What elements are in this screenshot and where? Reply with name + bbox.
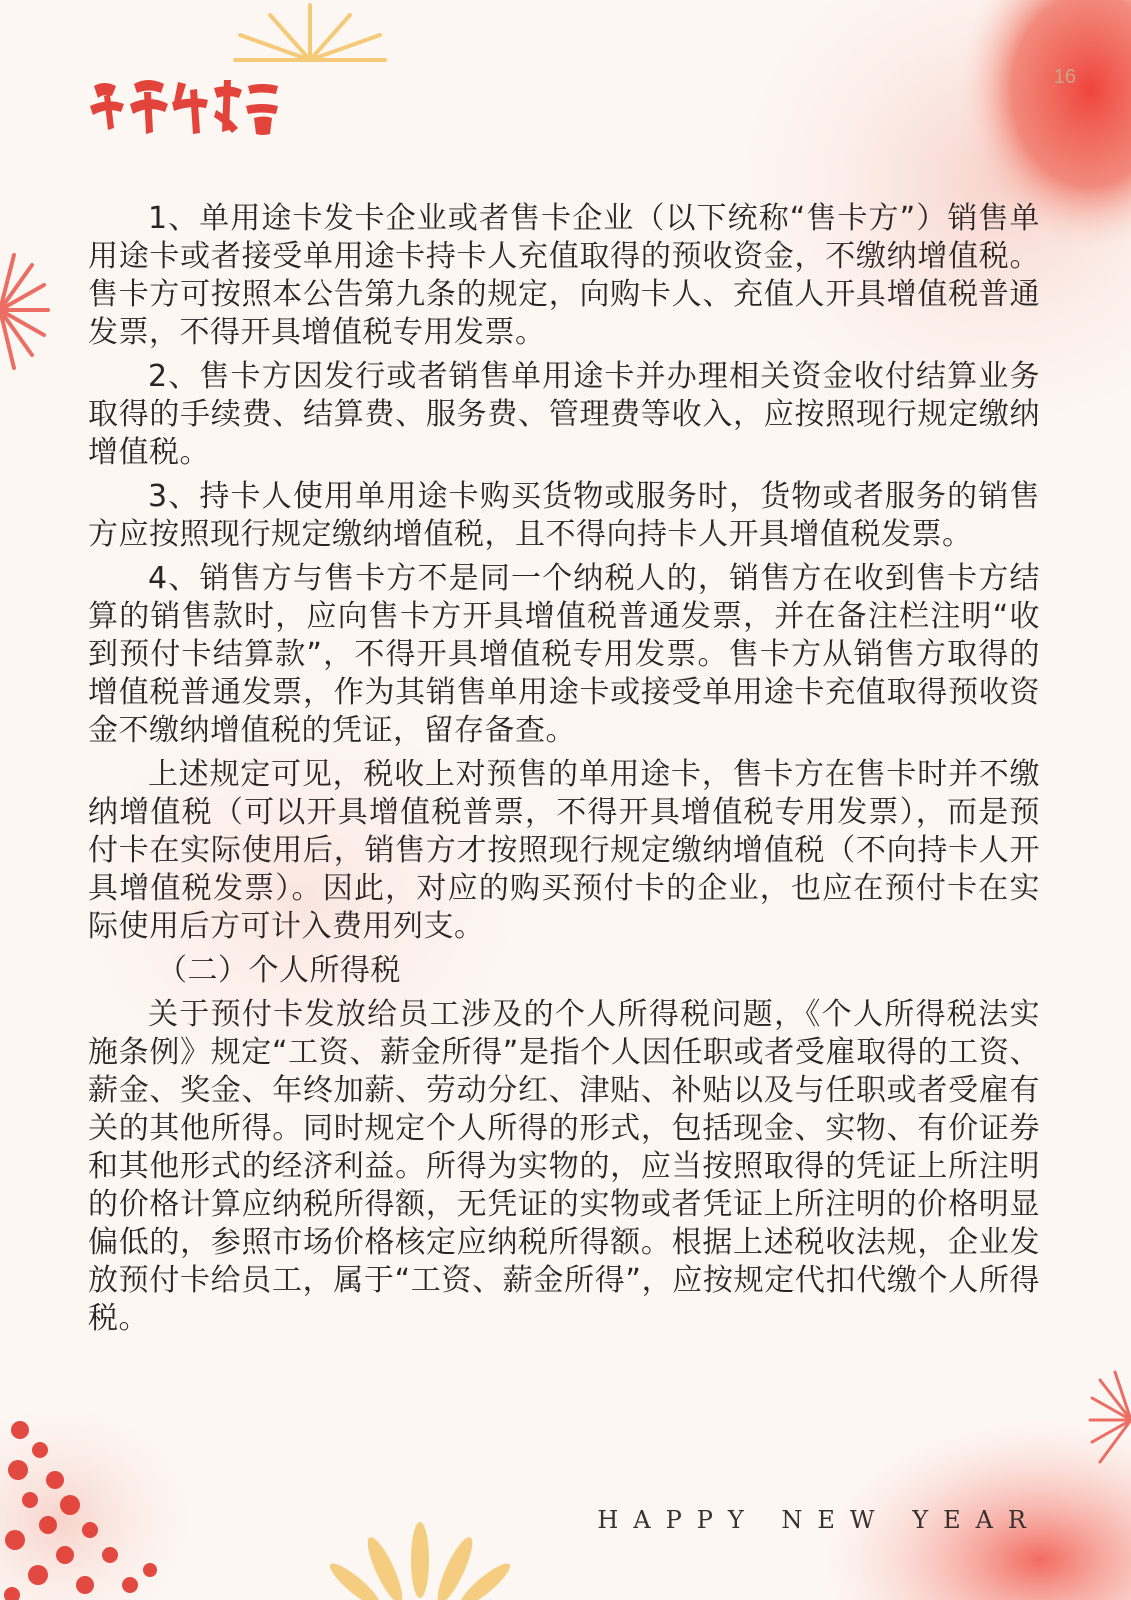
paragraph-income-tax: 关于预付卡发放给员工涉及的个人所得税问题，《个人所得税法实施条例》规定“工资、薪金所得”是指个人因任职或者受雇取得的工资、薪金、奖金、年终加薪、劳动分红、津贴、补贴以及与任职或者受雇有关的其他所得。同时规定个人所得的形式，包括现金、实物、有价证券和其他形式的经济利益。所得为实物的，应当按照取得的凭证上所注明的价格计算应纳税所得额，无凭证的实物或者凭证上所注明的价格明显偏低的，参照市场价格核定应纳税所得额。根据上述税收法规，企业发放预付卡给员工，属于“工资、薪金所得”，应按规定代扣代缴个人所得税。 (88, 997, 1040, 1336)
footer-greeting: HAPPY NEW YEAR (597, 1506, 1041, 1534)
paragraph-summary: 上述规定可见，税收上对预售的单用途卡，售卡方在售卡时并不缴纳增值税（可以开具增值税普票，不得开具增值税专用发票），而是预付卡在实际使用后，销售方才按照现行规定缴纳增值税（不向持卡人开具增值税发票）。因此，对应的购买预付卡的企业，也应在预付卡在实际使用后方可计入费用列支。 (88, 757, 1040, 944)
festive-logo (86, 66, 286, 146)
paragraph-4: 4、销售方与售卡方不是同一个纳税人的，销售方在收到售卡方结算的销售款时，应向售卡方开具增值税普通发票，并在备注栏注明“收到预付卡结算款”，不得开具增值税专用发票。售卡方从销售方取得的增值税普通发票，作为其销售单用途卡或接受单用途卡充值取得预收资金不缴纳增值税的凭证，留存备查。 (88, 561, 1040, 748)
section-heading: （二）个人所得税 (157, 953, 401, 988)
paragraph-3: 3、持卡人使用单用途卡购买货物或服务时，货物或者服务的销售方应按照现行规定缴纳增值税，且不得向持卡人开具增值税发票。 (88, 479, 1040, 552)
page-number: 16 (1053, 66, 1076, 88)
paragraph-2: 2、售卡方因发行或者销售单用途卡并办理相关资金收付结算业务取得的手续费、结算费、服务费、管理费等收入，应按照现行规定缴纳增值税。 (88, 359, 1040, 470)
document-body (88, 200, 1040, 1344)
calligraphy-logo-icon (86, 66, 286, 146)
paragraph-1: 1、单用途卡发卡企业或者售卡企业（以下统称“售卡方”）销售单用途卡或者接受单用途卡持卡人充值取得的预收资金，不缴纳增值税。售卡方可按照本公告第九条的规定，向购卡人、充值人开具增值税普通发票，不得开具增值税专用发票。 (88, 201, 1040, 350)
